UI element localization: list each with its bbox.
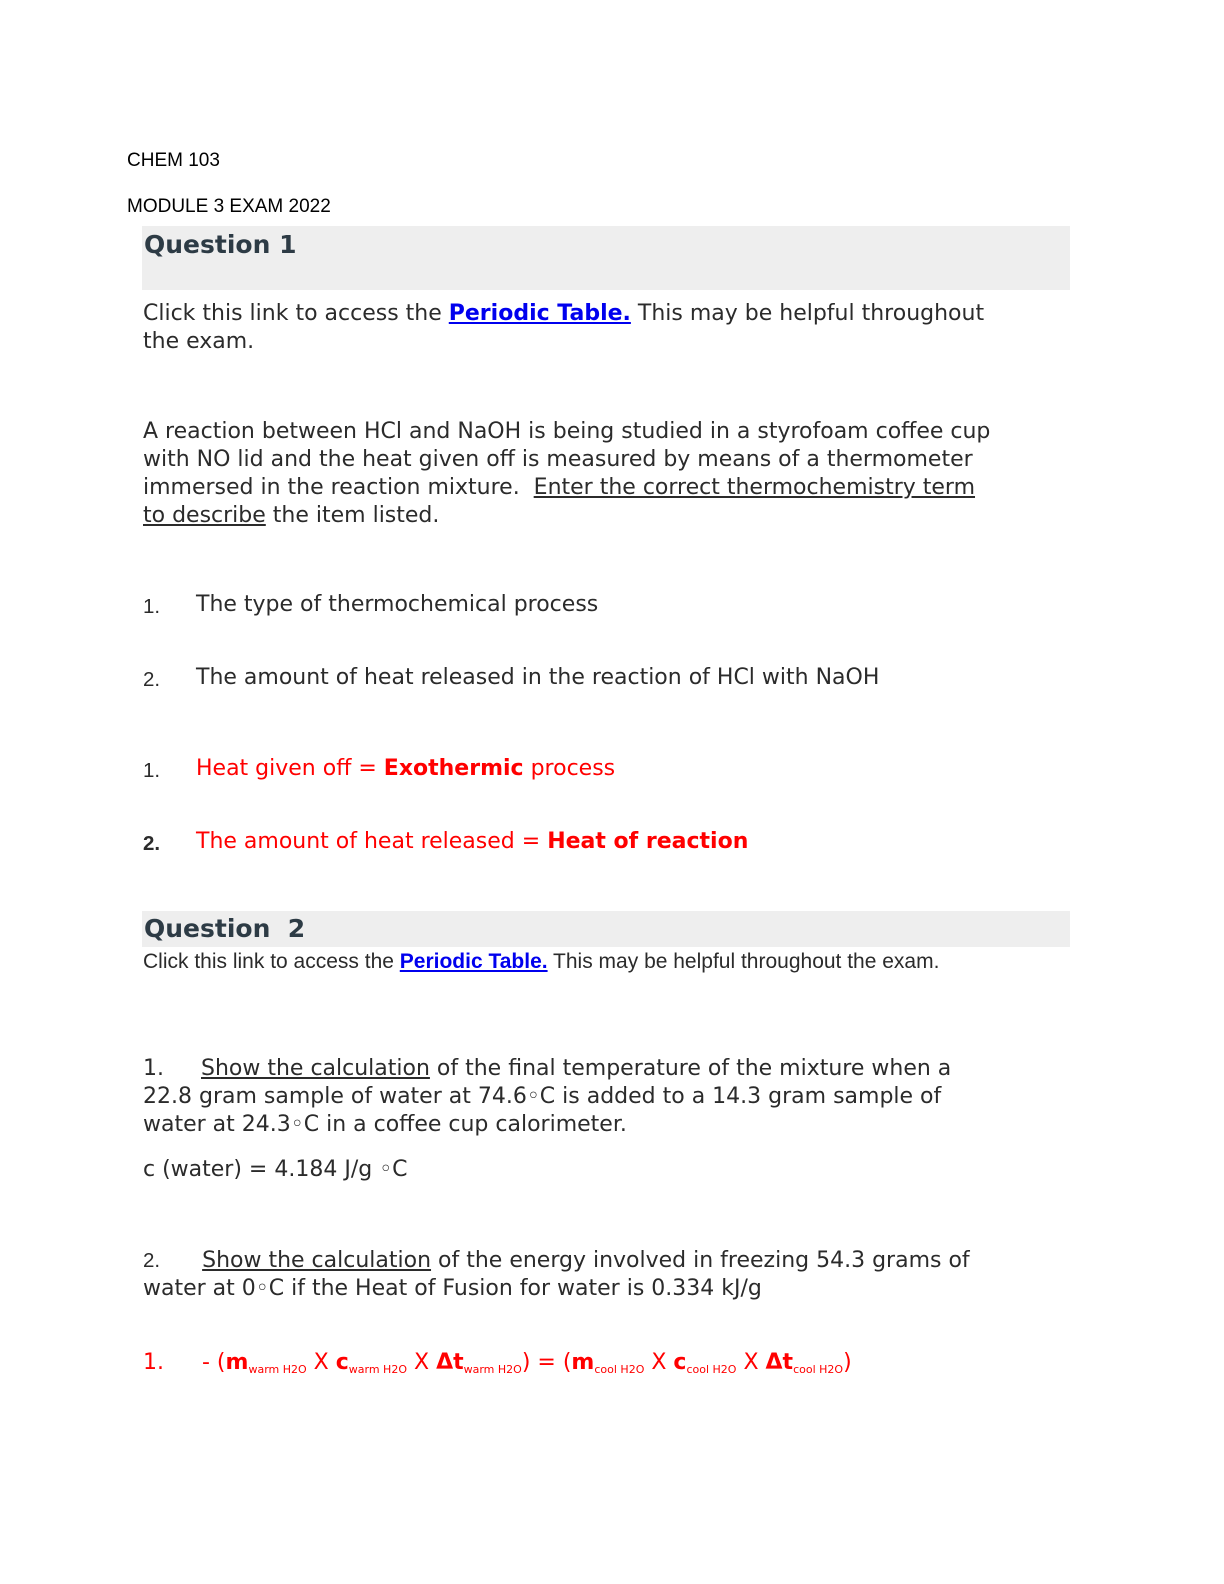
q2-item-2: 2. Show the calculation of the energy involved in freezing 54.3 grams of water at 0◦C if the Heat of Fusion for water is 0.334 kJ/g [143, 1248, 970, 1301]
q1-item-2-number: 2. [143, 668, 161, 691]
q1-answer-2: The amount of heat released = Heat of reaction [196, 829, 749, 854]
q2-link-paragraph: Click this link to access the Periodic Table. This may be helpful throughout the exam. [143, 950, 940, 973]
water-specific-heat: c (water) = 4.184 J/g ◦C [143, 1157, 408, 1182]
question-2-title: Question 2 [144, 914, 306, 943]
exam-title: MODULE 3 EXAM 2022 [127, 196, 331, 217]
question-1-header [142, 226, 1070, 290]
q2-item-1: 1. Show the calculation of the final temperature of the mixture when a 22.8 gram sample of water at 74.6◦C is added to a 14.3 gram sample of water at 24.3◦C in a coffee cup calorimeter. [143, 1056, 952, 1137]
q1-answer-2-number: 2. [143, 832, 161, 855]
q1-answer-1-number: 1. [143, 759, 161, 782]
q1-item-2-text: The amount of heat released in the reaction of HCl with NaOH [196, 665, 880, 690]
q2-answer-1-number: 1. [143, 1350, 164, 1375]
q1-intro-paragraph: A reaction between HCl and NaOH is being studied in a styrofoam coffee cup with NO lid and the heat given off is measured by means of a thermometer immersed in the reaction mixture. Enter the correct thermochemistry term to describe the item listed. [143, 419, 991, 528]
q1-link-paragraph: Click this link to access the Periodic Table. This may be helpful throughout the exam. [143, 301, 985, 354]
question-2-header [142, 911, 1070, 947]
question-1-title: Question 1 [144, 230, 297, 259]
periodic-table-link-2[interactable]: Periodic Table. [399, 950, 548, 973]
q1-answer-1: Heat given off = Exothermic process [196, 756, 616, 781]
q1-item-1-number: 1. [143, 595, 161, 618]
periodic-table-link[interactable]: Periodic Table. [448, 301, 631, 326]
course-code: CHEM 103 [127, 150, 220, 171]
q2-answer-1-equation: - ($m_{warm H2O}$ X $c_{warm H2O}$ X $\Delta t_{warm H2O}) = (m_{cool H2O}$ X $c_{cool H2O}$ X $\Delta t_{cool H2O}$) [202, 1350, 852, 1376]
q1-item-1-text: The type of thermochemical process [196, 592, 599, 617]
